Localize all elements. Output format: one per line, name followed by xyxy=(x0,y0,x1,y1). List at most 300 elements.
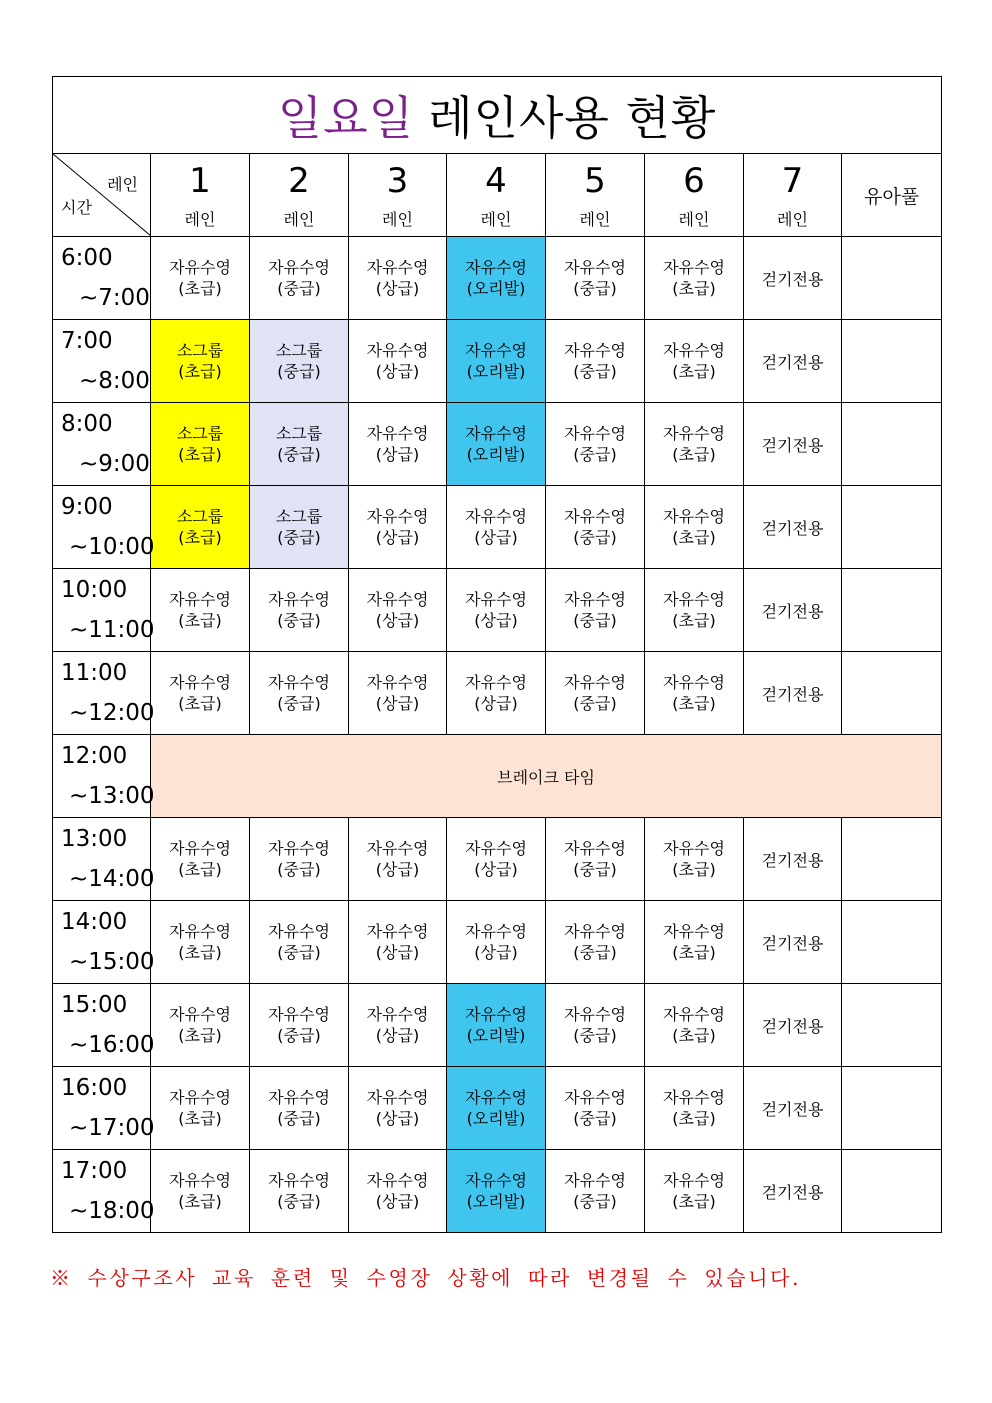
time-start: 13:00 xyxy=(61,826,128,852)
lane-4-cell xyxy=(447,486,546,569)
lane-4-cell xyxy=(447,403,546,486)
lane-1-cell xyxy=(151,901,250,984)
session-level: (상급) xyxy=(375,528,420,547)
lane-5-cell xyxy=(546,237,645,320)
lane-5-cell xyxy=(546,984,645,1067)
time-cell xyxy=(53,569,155,652)
session-level: (상급) xyxy=(375,1026,420,1045)
lane-number: 2 xyxy=(288,160,310,201)
time-start: 8:00 xyxy=(61,411,113,437)
session-level: (중급) xyxy=(277,279,321,298)
session-type: 자유수영 xyxy=(169,922,231,941)
lane-1-cell xyxy=(151,1150,250,1233)
time-cell xyxy=(53,486,155,569)
session-level: (초급) xyxy=(178,860,222,879)
kids-pool-cell xyxy=(842,237,942,320)
lane-2-cell xyxy=(250,237,349,320)
time-end: ~9:00 xyxy=(79,451,150,477)
session-level: (상급) xyxy=(375,611,420,630)
lane-3-cell xyxy=(349,320,447,403)
session-level: (초급) xyxy=(178,943,222,962)
lane-header-1 xyxy=(151,154,250,237)
schedule-row xyxy=(53,569,942,652)
lane-1-cell xyxy=(151,403,250,486)
session-type: 자유수영 xyxy=(465,590,527,609)
schedule-row xyxy=(53,652,942,735)
session-type: 자유수영 xyxy=(663,341,725,360)
session-type: 자유수영 xyxy=(663,424,725,443)
lane-sub-label: 레인 xyxy=(184,209,216,229)
lane-sub-label: 레인 xyxy=(480,209,512,229)
session-type: 자유수영 xyxy=(465,922,527,941)
lane-sub-label: 레인 xyxy=(777,209,808,229)
session-type: 자유수영 xyxy=(366,341,429,360)
session-level: (중급) xyxy=(573,1026,617,1045)
time-end: ~8:00 xyxy=(79,368,150,394)
lane-4-cell xyxy=(447,901,546,984)
lane-header-5 xyxy=(546,154,645,237)
lane-1-cell xyxy=(151,818,250,901)
session-type: 자유수영 xyxy=(465,1171,527,1190)
time-start: 16:00 xyxy=(61,1075,128,1101)
session-type: 자유수영 xyxy=(169,258,231,277)
lane-7-cell: 걷기전용 xyxy=(744,320,842,403)
session-level: (초급) xyxy=(672,362,716,381)
session-level: (초급) xyxy=(178,362,222,381)
session-level: (초급) xyxy=(672,1109,716,1128)
lane-6-cell xyxy=(645,901,744,984)
session-level: (초급) xyxy=(178,445,222,464)
schedule-row xyxy=(53,735,942,818)
session-type: 자유수영 xyxy=(366,1171,429,1190)
lane-number: 4 xyxy=(485,160,507,201)
session-level: (상급) xyxy=(375,445,420,464)
lane-5-cell xyxy=(546,1067,645,1150)
session-level: (중급) xyxy=(277,445,321,464)
kids-pool-cell xyxy=(842,901,942,984)
lane-5-cell xyxy=(546,652,645,735)
session-type: 자유수영 xyxy=(268,1171,330,1190)
session-level: (상급) xyxy=(474,694,518,713)
lane-5-cell xyxy=(546,818,645,901)
kids-pool-cell xyxy=(842,818,942,901)
lane-1-cell xyxy=(151,652,250,735)
time-start: 9:00 xyxy=(61,494,113,520)
schedule-row xyxy=(53,901,942,984)
schedule-row xyxy=(53,320,942,403)
session-type: 자유수영 xyxy=(564,839,626,858)
session-type: 자유수영 xyxy=(663,258,725,277)
session-level: (상급) xyxy=(474,611,518,630)
lane-7-cell: 걷기전용 xyxy=(744,569,842,652)
lane-6-cell xyxy=(645,818,744,901)
lane-4-cell xyxy=(447,984,546,1067)
lane-5-cell xyxy=(546,1150,645,1233)
session-type: 자유수영 xyxy=(366,1005,429,1024)
session-type: 자유수영 xyxy=(169,1088,231,1107)
lane-2-cell xyxy=(250,403,349,486)
lane-7-cell: 걷기전용 xyxy=(744,901,842,984)
session-type: 자유수영 xyxy=(564,922,626,941)
time-start: 10:00 xyxy=(61,577,128,603)
session-level: (중급) xyxy=(277,362,321,381)
kids-pool-header: 유아풀 xyxy=(842,154,942,237)
lane-4-cell xyxy=(447,569,546,652)
lane-2-cell xyxy=(250,486,349,569)
session-level: (초급) xyxy=(178,1192,222,1211)
lane-sub-label: 레인 xyxy=(678,209,710,229)
session-type: 자유수영 xyxy=(564,424,626,443)
time-cell xyxy=(53,735,155,818)
session-level: (오리발) xyxy=(466,362,526,381)
session-type: 자유수영 xyxy=(564,1171,626,1190)
session-level: (중급) xyxy=(573,1109,617,1128)
session-level: (초급) xyxy=(672,1192,716,1211)
corner-time-label: 시간 xyxy=(61,198,92,217)
session-level: (초급) xyxy=(178,1026,222,1045)
session-type: 자유수영 xyxy=(564,1005,626,1024)
lane-2-cell xyxy=(250,652,349,735)
session-level: (상급) xyxy=(474,860,518,879)
session-type: 자유수영 xyxy=(663,839,725,858)
session-level: (초급) xyxy=(178,528,222,547)
session-level: (중급) xyxy=(573,528,617,547)
lane-7-cell: 걷기전용 xyxy=(744,1150,842,1233)
session-level: (중급) xyxy=(573,694,617,713)
footnote: ※ 수상구조사 교육 훈련 및 수영장 상황에 따라 변경될 수 있습니다. xyxy=(50,1266,802,1290)
session-type: 자유수영 xyxy=(366,1088,429,1107)
lane-number: 7 xyxy=(781,160,804,201)
kids-pool-cell xyxy=(842,652,942,735)
time-end: ~7:00 xyxy=(79,285,150,311)
session-type: 자유수영 xyxy=(663,1088,725,1107)
session-level: (중급) xyxy=(277,1026,321,1045)
session-level: (중급) xyxy=(277,611,321,630)
lane-4-cell xyxy=(447,1150,546,1233)
lane-7-cell: 걷기전용 xyxy=(744,652,842,735)
lane-2-cell xyxy=(250,320,349,403)
lane-6-cell xyxy=(645,984,744,1067)
schedule-row xyxy=(53,984,942,1067)
session-type: 자유수영 xyxy=(465,341,527,360)
session-type: 소그룹 xyxy=(275,424,323,443)
lane-5-cell xyxy=(546,569,645,652)
session-level: (초급) xyxy=(672,445,716,464)
lane-7-cell: 걷기전용 xyxy=(744,486,842,569)
schedule-row xyxy=(53,1150,942,1233)
time-cell xyxy=(53,1150,155,1233)
session-level: (상급) xyxy=(375,860,420,879)
lane-3-cell xyxy=(349,1067,447,1150)
lane-3-cell xyxy=(349,652,447,735)
kids-pool-cell xyxy=(842,1150,942,1233)
session-type: 자유수영 xyxy=(169,1005,231,1024)
lane-schedule-table xyxy=(52,76,942,1233)
time-start: 14:00 xyxy=(61,909,128,935)
time-start: 15:00 xyxy=(61,992,128,1018)
lane-4-cell xyxy=(447,1067,546,1150)
session-type: 자유수영 xyxy=(564,590,626,609)
lane-1-cell xyxy=(151,320,250,403)
lane-sub-label: 레인 xyxy=(579,209,611,229)
session-level: (오리발) xyxy=(466,1109,526,1128)
lane-2-cell xyxy=(250,984,349,1067)
session-level: (초급) xyxy=(672,611,716,630)
lane-2-cell xyxy=(250,1150,349,1233)
session-level: (상급) xyxy=(375,279,420,298)
lane-6-cell xyxy=(645,1150,744,1233)
time-cell xyxy=(53,403,151,486)
session-type: 소그룹 xyxy=(275,341,323,360)
lane-header-4 xyxy=(447,154,546,237)
lane-7-cell: 걷기전용 xyxy=(744,818,842,901)
lane-number: 5 xyxy=(584,160,606,201)
time-cell xyxy=(53,984,155,1067)
lane-5-cell xyxy=(546,486,645,569)
session-level: (중급) xyxy=(277,1192,321,1211)
lane-1-cell xyxy=(151,486,250,569)
kids-pool-cell xyxy=(842,1067,942,1150)
lane-5-cell xyxy=(546,901,645,984)
session-type: 자유수영 xyxy=(169,1171,231,1190)
lane-4-cell xyxy=(447,237,546,320)
session-level: (초급) xyxy=(672,694,716,713)
lane-4-cell xyxy=(447,818,546,901)
lane-2-cell xyxy=(250,1067,349,1150)
lane-3-cell xyxy=(349,569,447,652)
lane-3-cell xyxy=(349,237,447,320)
lane-7-cell: 걷기전용 xyxy=(744,403,842,486)
session-type: 자유수영 xyxy=(366,839,429,858)
lane-number: 1 xyxy=(189,160,211,201)
kids-pool-cell xyxy=(842,569,942,652)
session-type: 자유수영 xyxy=(268,258,330,277)
session-level: (초급) xyxy=(178,279,222,298)
kids-pool-cell xyxy=(842,486,942,569)
session-type: 자유수영 xyxy=(366,258,429,277)
session-level: (상급) xyxy=(375,1192,420,1211)
schedule-row xyxy=(53,403,942,486)
session-type: 자유수영 xyxy=(169,673,231,692)
session-type: 자유수영 xyxy=(663,1171,725,1190)
lane-header-6 xyxy=(645,154,744,237)
lane-1-cell xyxy=(151,237,250,320)
lane-2-cell xyxy=(250,818,349,901)
session-type: 자유수영 xyxy=(268,839,330,858)
time-cell xyxy=(53,1067,155,1150)
session-type: 자유수영 xyxy=(366,673,429,692)
session-type: 자유수영 xyxy=(465,673,527,692)
title-rest: 레인사용 현황 xyxy=(428,91,717,145)
lane-6-cell xyxy=(645,1067,744,1150)
time-end: ~15:00 xyxy=(69,949,155,975)
time-cell xyxy=(53,652,155,735)
session-level: (오리발) xyxy=(466,445,526,464)
lane-6-cell xyxy=(645,652,744,735)
session-type: 소그룹 xyxy=(176,424,224,443)
schedule-row xyxy=(53,818,942,901)
lane-3-cell xyxy=(349,486,447,569)
time-end: ~13:00 xyxy=(69,783,155,809)
session-type: 자유수영 xyxy=(366,590,429,609)
session-type: 자유수영 xyxy=(663,1005,725,1024)
session-level: (중급) xyxy=(277,1109,321,1128)
session-type: 자유수영 xyxy=(564,341,626,360)
time-cell xyxy=(53,237,151,320)
session-level: (오리발) xyxy=(466,1026,526,1045)
session-level: (중급) xyxy=(277,694,321,713)
lane-5-cell xyxy=(546,403,645,486)
time-end: ~14:00 xyxy=(69,866,155,892)
session-type: 자유수영 xyxy=(564,507,626,526)
lane-3-cell xyxy=(349,1150,447,1233)
session-type: 자유수영 xyxy=(169,839,231,858)
lane-7-cell: 걷기전용 xyxy=(744,237,842,320)
session-type: 소그룹 xyxy=(176,507,224,526)
lane-number: 3 xyxy=(386,160,409,201)
session-type: 자유수영 xyxy=(268,1088,330,1107)
lane-1-cell xyxy=(151,984,250,1067)
session-type: 자유수영 xyxy=(465,1005,527,1024)
session-type: 자유수영 xyxy=(268,922,330,941)
session-level: (초급) xyxy=(672,1026,716,1045)
lane-6-cell xyxy=(645,486,744,569)
session-level: (중급) xyxy=(573,1192,617,1211)
session-level: (상급) xyxy=(375,943,420,962)
schedule-row xyxy=(53,1067,942,1150)
lane-2-cell xyxy=(250,901,349,984)
lane-6-cell xyxy=(645,320,744,403)
session-level: (중급) xyxy=(573,611,617,630)
time-start: 7:00 xyxy=(61,328,113,354)
time-end: ~16:00 xyxy=(69,1032,155,1058)
time-end: ~10:00 xyxy=(69,534,155,560)
lane-3-cell xyxy=(349,901,447,984)
lane-sub-label: 레인 xyxy=(283,209,315,229)
session-type: 자유수영 xyxy=(465,507,527,526)
lane-3-cell xyxy=(349,818,447,901)
time-end: ~18:00 xyxy=(69,1198,155,1224)
break-time-cell: 브레이크 타임 xyxy=(151,735,942,818)
session-type: 자유수영 xyxy=(663,673,725,692)
session-type: 자유수영 xyxy=(663,507,725,526)
session-type: 자유수영 xyxy=(663,590,725,609)
session-type: 자유수영 xyxy=(268,673,330,692)
session-level: (중급) xyxy=(573,362,617,381)
session-type: 소그룹 xyxy=(176,341,224,360)
lane-header-7 xyxy=(744,154,842,237)
session-level: (초급) xyxy=(178,694,222,713)
time-cell xyxy=(53,818,155,901)
corner-header-cell xyxy=(53,154,151,237)
session-type: 자유수영 xyxy=(268,1005,330,1024)
title-day: 일요일 xyxy=(277,91,415,145)
session-level: (중급) xyxy=(277,528,321,547)
lane-7-cell: 걷기전용 xyxy=(744,1067,842,1150)
session-level: (상급) xyxy=(375,1109,420,1128)
session-level: (초급) xyxy=(672,860,716,879)
header-row xyxy=(53,154,942,237)
session-type: 자유수영 xyxy=(465,424,527,443)
session-type: 자유수영 xyxy=(366,507,429,526)
schedule-row xyxy=(53,486,942,569)
session-level: (초급) xyxy=(672,943,716,962)
time-cell xyxy=(53,901,155,984)
time-end: ~17:00 xyxy=(69,1115,155,1141)
session-level: (초급) xyxy=(672,528,716,547)
session-level: (중급) xyxy=(277,943,321,962)
session-level: (중급) xyxy=(573,860,617,879)
session-level: (오리발) xyxy=(466,279,526,298)
lane-number: 6 xyxy=(683,160,705,201)
lane-header-2 xyxy=(250,154,349,237)
session-type: 자유수영 xyxy=(564,673,626,692)
session-level: (상급) xyxy=(474,943,518,962)
session-level: (상급) xyxy=(474,528,518,547)
session-type: 자유수영 xyxy=(564,258,626,277)
session-type: 자유수영 xyxy=(465,258,527,277)
lane-3-cell xyxy=(349,403,447,486)
session-level: (중급) xyxy=(573,943,617,962)
session-level: (중급) xyxy=(573,445,617,464)
session-type: 자유수영 xyxy=(366,424,429,443)
session-type: 자유수영 xyxy=(465,839,527,858)
session-type: 자유수영 xyxy=(169,590,231,609)
lane-6-cell xyxy=(645,237,744,320)
session-level: (상급) xyxy=(375,694,420,713)
lane-sub-label: 레인 xyxy=(382,209,413,229)
time-end: ~11:00 xyxy=(69,617,155,643)
page-title xyxy=(53,77,942,154)
lane-5-cell xyxy=(546,320,645,403)
session-type: 자유수영 xyxy=(564,1088,626,1107)
lane-4-cell xyxy=(447,320,546,403)
session-type: 자유수영 xyxy=(366,922,429,941)
session-type: 소그룹 xyxy=(275,507,323,526)
session-type: 자유수영 xyxy=(465,1088,527,1107)
time-start: 12:00 xyxy=(61,743,128,769)
lane-7-cell: 걷기전용 xyxy=(744,984,842,1067)
time-start: 11:00 xyxy=(61,660,128,686)
session-type: 자유수영 xyxy=(663,922,725,941)
time-end: ~12:00 xyxy=(69,700,155,726)
lane-1-cell xyxy=(151,569,250,652)
session-level: (상급) xyxy=(375,362,420,381)
time-start: 17:00 xyxy=(61,1158,128,1184)
kids-pool-cell xyxy=(842,403,942,486)
session-level: (중급) xyxy=(573,279,617,298)
lane-header-3 xyxy=(349,154,447,237)
session-level: (오리발) xyxy=(466,1192,526,1211)
session-level: (초급) xyxy=(178,1109,222,1128)
lane-1-cell xyxy=(151,1067,250,1150)
kids-pool-cell xyxy=(842,984,942,1067)
time-start: 6:00 xyxy=(61,245,113,271)
lane-6-cell xyxy=(645,569,744,652)
session-type: 자유수영 xyxy=(268,590,330,609)
session-level: (초급) xyxy=(178,611,222,630)
lane-6-cell xyxy=(645,403,744,486)
lane-4-cell xyxy=(447,652,546,735)
lane-2-cell xyxy=(250,569,349,652)
kids-pool-cell xyxy=(842,320,942,403)
session-level: (초급) xyxy=(672,279,716,298)
time-cell xyxy=(53,320,151,403)
corner-lane-label: 레인 xyxy=(107,175,138,194)
lane-3-cell xyxy=(349,984,447,1067)
session-level: (중급) xyxy=(277,860,321,879)
schedule-row xyxy=(53,237,942,320)
